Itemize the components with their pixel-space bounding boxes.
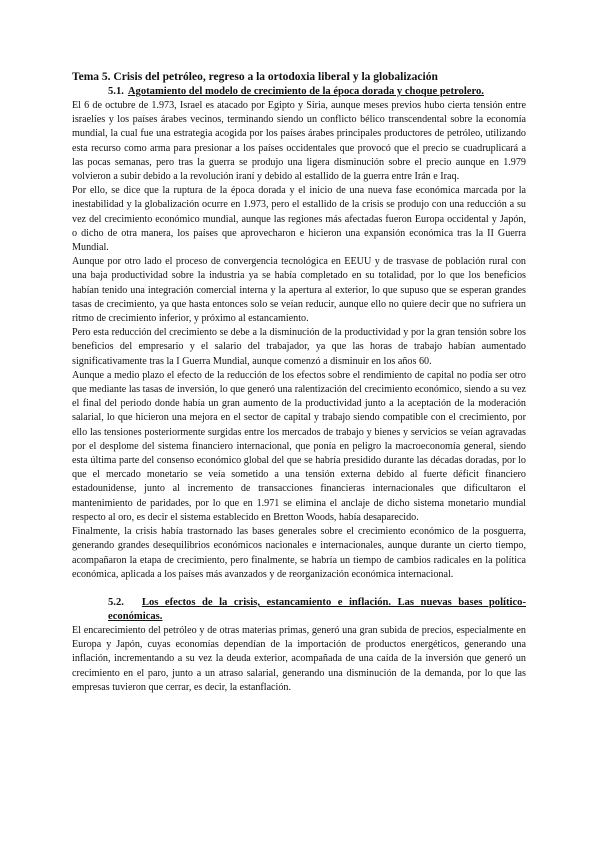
section-heading-5-1 bbox=[72, 85, 526, 99]
paragraph: Finalmente, la crisis había trastornado las bases generales sobre el crecimiento económico de la posguerra, generando grandes desequilibrios económicos nacionales e internacionales, aunque durante un cierto tiempo, acompañaron la etapa de crecimiento, pero finalmente, se habría un tiempo de cambios radicales en la política económica, aplicada a los países más avanzados y de reorganización económica internacional. bbox=[72, 526, 526, 580]
document-title: Tema 5. Crisis del petróleo, regreso a la ortodoxia liberal y la globalización bbox=[72, 71, 438, 83]
paragraph: El 6 de octubre de 1.973, Israel es atacado por Egipto y Siria, aunque meses previos hubo cierta tensión entre israelíes y los países árabes vecinos, terminando siendo un conflicto bélico transcendental sobre la economía mundial, la cual fue una estrategia acogida por los países árabes principales productores de petróleo, utilizando esta recurso como arma para presionar a los países occidentales que provocó que el precio se cuadruplicará a las pocas semanas, pero tras la guerra se produjo una ligera disminución sobre el precio aunque en 1.979 volvieron a subir debido a la revolución iraní y debido al estallido de la guerra entre Irán e Iraq. bbox=[72, 100, 526, 183]
paragraph: El encarecimiento del petróleo y de otras materias primas, generó una gran subida de precios, especialmente en Europa y Japón, cuyas economías dependían de la importación de productos energéticos, generando una inflación, incrementando a su vez la deuda exterior, acompañada de una caída de la inversión que generó un crecimiento en el paro, junto a un atraso salarial, generando una disminución de la demanda, por lo que las empresas tuvieron que cerrar, es decir, la estanflación. bbox=[72, 624, 526, 693]
section-title: Los efectos de la crisis, estancamiento e inflación. Las nuevas bases político-económicas. bbox=[108, 596, 526, 622]
section-number: 5.2. bbox=[108, 596, 124, 608]
paragraph: Aunque por otro lado el proceso de convergencia tecnológica en EEUU y de trasvase de población rural con una baja productividad sobre la industria ya se había completado en su totalidad, por lo que los beneficios habían tenido una integración comercial interna y la apertura al exterior, lo que supuso que se esperan grandes tasas de crecimiento, ya que hasta entonces solo se veían reducir, aunque ello no quiere decir que no sufriera un ritmo de crecimiento inferior, y próximo al estancamiento. bbox=[72, 256, 526, 325]
document-body bbox=[72, 70, 526, 695]
section-number: 5.1. bbox=[108, 86, 124, 97]
paragraph: Pero esta reducción del crecimiento se debe a la disminución de la productividad y por la gran tensión sobre los beneficios del empresario y el salario del trabajador, ya que las horas de trabajo habían aumentado significativamente tras la I Guerra Mundial, aunque comenzó a disminuir en los años 60. bbox=[72, 327, 526, 367]
section-title: Agotamiento del modelo de crecimiento de la época dorada y choque petrolero. bbox=[127, 86, 484, 97]
paragraph: Aunque a medio plazo el efecto de la reducción de los efectos sobre el rendimiento de capital no podía ser otro que mediante las tasas de inversión, lo que generó una ralentización del crecimiento económico, siendo a su vez el final del periodo donde había un gran aumento de la productividad junto a la aceptación de la moderación salarial, lo que hicieron una mejora en el sector de capital y trabajo siendo compatible con el crecimiento, por ello las tensiones posteriormente surgidas entre los mercados de trabajo y bienes y servicios se veían agravadas por el desplome del sistema financiero internacional, que ponía en peligro la macroeconomía general, siendo esta última parte del consenso económico global del que se habría presidido durante las décadas doradas, por lo que el mercado monetario se veía sometido a una tensión externa debido al fuerte déficit financiero estadounidense, junto al incremento de transacciones financieras internacionales que dificultaron el mantenimiento de paridades, por lo que en 1.971 se elimina el anclaje de dicho sistema monetario mundial respecto al oro, es decir el sistema establecido en Bretton Woods, había desaparecido. bbox=[72, 369, 526, 523]
section-heading-5-2 bbox=[72, 596, 526, 624]
paragraph: Por ello, se dice que la ruptura de la época dorada y el inicio de una nueva fase económica marcada por la inestabilidad y la globalización ocurre en 1.973, pero el estallido de la crisis se produjo con una reducción a su vez del crecimiento económico mundial, aunque las regiones más afectadas fueron Europa occidental y Japón, o dicho de otra manera, los países que aprovecharon e hicieron una expansión económica tras la II Guerra Mundial. bbox=[72, 185, 526, 254]
